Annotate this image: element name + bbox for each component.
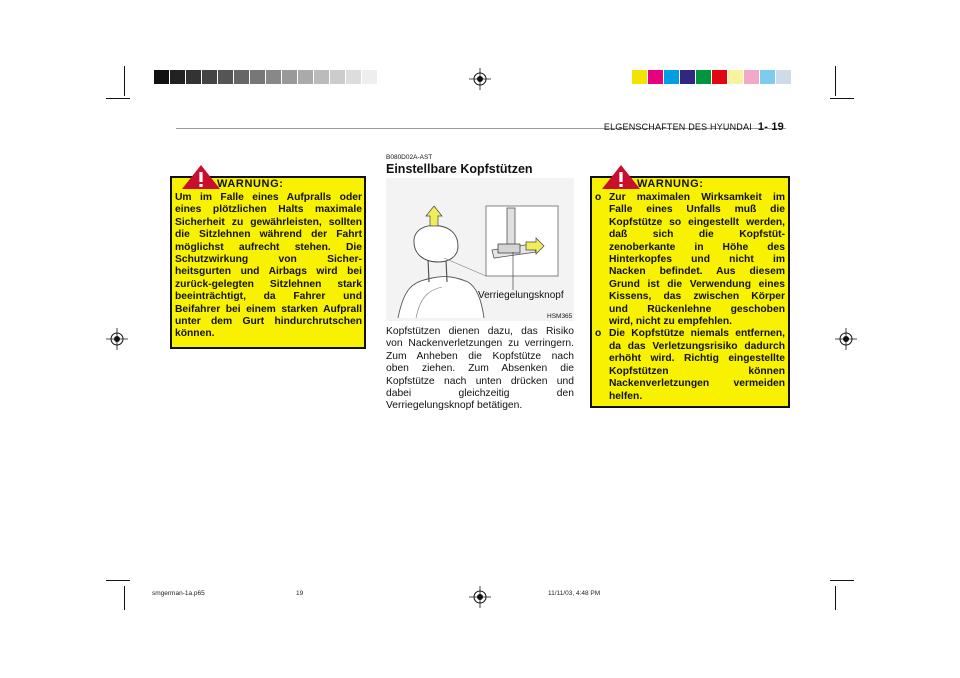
text-line: können. xyxy=(175,328,215,340)
text-line: Kissens, das zwischen Körper xyxy=(609,291,785,303)
page-header xyxy=(604,121,784,133)
bullet-marker: o xyxy=(595,328,602,340)
section-title: ELGENSCHAFTEN DES HYUNDAI xyxy=(603,122,752,132)
calibration-swatch xyxy=(664,70,679,84)
left-warning-title: WARNUNG: xyxy=(217,178,284,190)
text-line: Um im Falle eines Aufpralls oder xyxy=(175,192,362,203)
text-line: Falle eines Unfalls muß die xyxy=(609,204,785,216)
text-line: Zur maximalen Wirksamkeit im xyxy=(609,192,785,203)
calibration-swatch xyxy=(234,70,249,84)
color-calibration-bar xyxy=(632,70,792,84)
section-heading: Einstellbare Kopfstützen xyxy=(386,162,533,176)
calibration-swatch xyxy=(696,70,711,84)
exclamation-triangle-icon xyxy=(601,164,641,190)
text-line: unter dem Gurt hindurchrutschen xyxy=(175,316,362,328)
calibration-swatch xyxy=(298,70,313,84)
calibration-swatch xyxy=(250,70,265,84)
figure-code: HSM365 xyxy=(547,313,573,320)
text-line: und Rückenlehne geschoben xyxy=(609,303,785,315)
text-line: Hinterkopfes und nicht im xyxy=(609,254,785,266)
calibration-swatch xyxy=(330,70,345,84)
text-line: eines plötzlichen Halts maximale xyxy=(175,204,362,216)
text-line: die Sitzlehnen während der Fahrt xyxy=(175,229,362,241)
registration-mark-icon xyxy=(469,586,491,608)
text-line: zenoberkante in Höhe des xyxy=(609,241,785,253)
text-line: Kopfstützen dienen dazu, das Risiko xyxy=(386,326,574,337)
registration-mark-icon xyxy=(835,328,857,350)
calibration-swatch xyxy=(362,70,377,84)
text-line: da das Verletzungsrisiko dadurch xyxy=(609,340,785,352)
exclamation-triangle-icon xyxy=(181,164,221,190)
text-line: Sicherheit zu gewährleisten, sollten xyxy=(175,216,362,228)
registration-mark-icon xyxy=(469,68,491,90)
text-line: Nacken befindet. Aus diesem xyxy=(609,266,785,278)
grayscale-calibration-bar xyxy=(154,70,378,84)
warning-list-item xyxy=(595,328,785,402)
calibration-swatch xyxy=(202,70,217,84)
text-line: wird, nicht zu empfehlen. xyxy=(609,316,732,328)
calibration-swatch xyxy=(744,70,759,84)
warning-list xyxy=(595,192,785,403)
text-line: Kopfstützen können xyxy=(609,365,785,377)
text-line: Schutzwirkung von Sicher- xyxy=(175,254,362,266)
calibration-swatch xyxy=(760,70,775,84)
footer-page: 19 xyxy=(296,590,304,597)
calibration-swatch xyxy=(346,70,361,84)
warning-list-item xyxy=(595,192,785,328)
text-line: oben ziehen. Zum Absenken die xyxy=(386,363,574,375)
bullet-marker: o xyxy=(595,192,602,203)
text-line: Grund ist die Verwendung eines xyxy=(609,278,785,290)
text-line: Zum Anheben die Kopfstütze nach xyxy=(386,350,574,362)
calibration-swatch xyxy=(680,70,695,84)
text-line: beeinträchtigt, da Fahrer und xyxy=(175,291,362,303)
text-line: Kopfstütze nach unten drücken und xyxy=(386,375,574,387)
footer-filename: smgerman-1a.p65 xyxy=(152,590,205,597)
section-body-text xyxy=(386,326,574,413)
calibration-swatch xyxy=(186,70,201,84)
calibration-swatch xyxy=(218,70,233,84)
text-line: daß sich die Kopfstüt- xyxy=(609,229,785,241)
calibration-swatch xyxy=(266,70,281,84)
text-line: Nackenverletzungen vermeiden xyxy=(609,378,785,390)
text-line: Verriegelungsknopf betätigen. xyxy=(386,400,523,412)
calibration-swatch xyxy=(648,70,663,84)
right-warning-text xyxy=(595,192,785,403)
registration-mark-icon xyxy=(106,328,128,350)
text-line: helfen. xyxy=(609,390,643,402)
text-line: zurück-gelegten Sitzlehnen stark xyxy=(175,278,362,290)
text-line: erhöht wird. Richtig eingestellte xyxy=(609,353,785,365)
text-line: von Nackenverletzungen zu verringern. xyxy=(386,338,574,350)
text-line: dabei gleichzeitig den xyxy=(386,388,574,400)
calibration-swatch xyxy=(314,70,329,84)
right-warning-title: WARNUNG: xyxy=(637,178,704,190)
calibration-swatch xyxy=(154,70,169,84)
section-code: B080D02A-AST xyxy=(386,154,433,161)
calibration-swatch xyxy=(712,70,727,84)
figure-label: Verriegelungsknopf xyxy=(478,290,564,301)
calibration-swatch xyxy=(632,70,647,84)
text-line: Kopfstütze so eingestellt werden, xyxy=(609,216,785,228)
left-warning-text xyxy=(175,192,362,341)
calibration-swatch xyxy=(728,70,743,84)
page-number: 1- 19 xyxy=(757,121,784,133)
footer-date: 11/11/03, 4:48 PM xyxy=(548,590,601,597)
text-line: möglichst aufrecht stehen. Die xyxy=(175,241,362,253)
calibration-swatch xyxy=(282,70,297,84)
text-line: Die Kopfstütze niemals entfernen, xyxy=(609,328,785,340)
text-line: heitsgurten und Airbags wird bei xyxy=(175,266,362,278)
calibration-swatch xyxy=(776,70,791,84)
calibration-swatch xyxy=(170,70,185,84)
text-line: Beifahrer bei einem starken Aufprall xyxy=(175,303,362,315)
